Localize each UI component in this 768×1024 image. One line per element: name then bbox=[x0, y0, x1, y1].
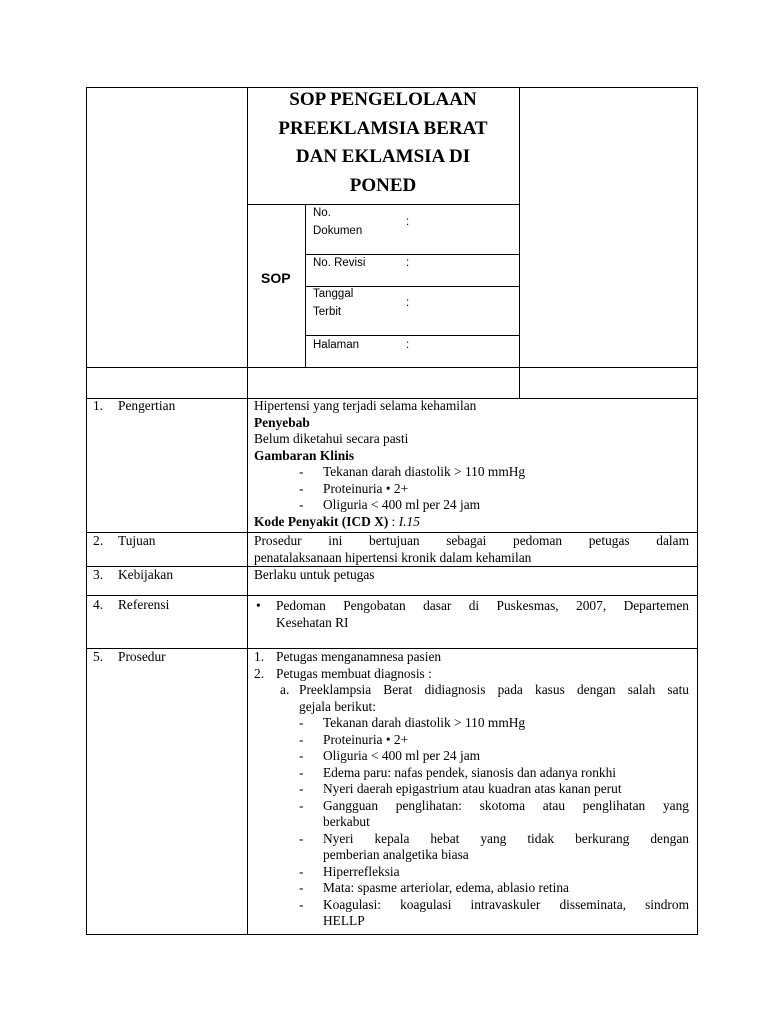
symptom-item: Nyeri kepala hebat yang tidak berkurang dengan bbox=[323, 830, 689, 846]
list-dash: - bbox=[299, 781, 304, 796]
table-border-bottom bbox=[86, 934, 697, 935]
symptom-item: Gangguan penglihatan: skotoma atau penglihatan yang bbox=[323, 797, 689, 813]
gambaran-item: Tekanan darah diastolik > 110 mmHg bbox=[323, 464, 526, 479]
section-number: 1. bbox=[93, 398, 104, 413]
section-label-referensi: Referensi bbox=[118, 597, 170, 612]
list-dash: - bbox=[299, 748, 304, 763]
sub-step-text-line1: Preeklampsia Berat didiagnosis pada kasus dengan salah satu bbox=[299, 682, 689, 697]
doc-number-sep: : bbox=[406, 216, 410, 228]
symptom-item: Nyeri daerah epigastrium atau kuadran atas kanan perut bbox=[323, 781, 622, 796]
sop-label: SOP bbox=[261, 270, 291, 286]
revision-label: No. Revisi bbox=[313, 257, 366, 269]
section-number: 3. bbox=[93, 567, 104, 582]
pengertian-text: Hipertensi yang terjadi selama kehamilan bbox=[254, 398, 477, 413]
section-label-kebijakan: Kebijakan bbox=[118, 567, 174, 582]
page-sep: : bbox=[406, 339, 410, 351]
section-number: 4. bbox=[93, 597, 104, 612]
list-dash: - bbox=[299, 480, 304, 496]
title-line: PONED bbox=[349, 174, 417, 196]
symptom-item: Oliguria < 400 ml per 24 jam bbox=[323, 748, 481, 763]
section-label-pengertian: Pengertian bbox=[118, 398, 176, 413]
list-dash: - bbox=[299, 731, 304, 747]
icd-code-sep: : bbox=[388, 513, 399, 529]
doc-number-label: No. Dokumen bbox=[313, 207, 363, 237]
symptom-item-continued: berkabut bbox=[323, 814, 370, 829]
gambaran-item: Proteinuria • 2+ bbox=[323, 480, 409, 496]
list-dash: - bbox=[299, 880, 304, 895]
issue-date-sep: : bbox=[406, 297, 410, 309]
symptom-item-continued: pemberian analgetika biasa bbox=[323, 847, 469, 862]
sub-step-text-line2: gejala berikut: bbox=[299, 698, 376, 714]
icd-code-value: I.15 bbox=[398, 513, 420, 529]
list-dash: - bbox=[299, 797, 304, 813]
list-dash: - bbox=[299, 863, 304, 879]
tujuan-text-line1: Prosedur ini bertujuan sebagai pedoman petugas dalam bbox=[254, 533, 689, 548]
table-border-left bbox=[86, 87, 87, 935]
icd-code-label: Kode Penyakit (ICD X) bbox=[254, 513, 389, 529]
gambaran-item: Oliguria < 400 ml per 24 jam bbox=[323, 497, 481, 512]
penyebab-text: Belum diketahui secara pasti bbox=[254, 431, 409, 446]
table-divider bbox=[247, 87, 248, 935]
list-dash: - bbox=[299, 896, 304, 912]
table-divider bbox=[86, 566, 697, 567]
bullet-icon: • bbox=[256, 598, 261, 613]
title-line: SOP PENGELOLAAN bbox=[289, 89, 477, 110]
prosedur-step: Petugas membuat diagnosis : bbox=[276, 665, 432, 681]
section-number: 2. bbox=[93, 533, 104, 548]
page-label: Halaman bbox=[313, 339, 360, 351]
referensi-text-line1: Pedoman Pengobatan dasar di Puskesmas, 2007, Departemen bbox=[276, 598, 689, 613]
symptom-item: Tekanan darah diastolik > 110 mmHg bbox=[323, 715, 526, 730]
list-dash: - bbox=[299, 830, 304, 846]
list-dash: - bbox=[299, 764, 304, 780]
symptom-item: Hiperrefleksia bbox=[323, 863, 400, 879]
sub-step-label: a. bbox=[280, 682, 290, 697]
step-number: 2. bbox=[254, 665, 265, 681]
section-label-tujuan: Tujuan bbox=[118, 533, 156, 548]
gambaran-heading: Gambaran Klinis bbox=[254, 447, 355, 463]
icd-code-line bbox=[254, 514, 420, 531]
symptom-item: Proteinuria • 2+ bbox=[323, 731, 409, 747]
revision-sep: : bbox=[406, 257, 410, 269]
issue-date-label: Tanggal Terbit bbox=[313, 288, 354, 318]
symptom-item: Edema paru: nafas pendek, sianosis dan adanya ronkhi bbox=[323, 764, 617, 780]
list-dash: - bbox=[299, 497, 304, 512]
penyebab-heading: Penyebab bbox=[254, 414, 310, 430]
symptom-item: Mata: spasme arteriolar, edema, ablasio retina bbox=[323, 880, 569, 895]
tujuan-text-line2: penatalaksanaan hipertensi kronik dalam kehamilan bbox=[254, 549, 532, 565]
prosedur-step: Petugas menganamnesa pasien bbox=[276, 649, 442, 664]
referensi-text-line2: Kesehatan RI bbox=[276, 614, 349, 630]
table-divider bbox=[305, 204, 306, 368]
table-divider bbox=[86, 595, 697, 596]
section-number: 5. bbox=[93, 649, 104, 664]
title-line: DAN EKLAMSIA DI bbox=[295, 146, 471, 167]
step-number: 1. bbox=[254, 649, 265, 664]
symptom-item-continued: HELLP bbox=[323, 913, 365, 928]
table-divider bbox=[519, 87, 520, 399]
document-title bbox=[248, 86, 518, 200]
kebijakan-text: Berlaku untuk petugas bbox=[254, 567, 375, 582]
title-line: PREEKLAMSIA BERAT bbox=[278, 117, 488, 139]
section-label-prosedur: Prosedur bbox=[118, 649, 166, 664]
list-dash: - bbox=[299, 715, 304, 730]
symptom-item: Koagulasi: koagulasi intravaskuler disseminata, sindrom bbox=[323, 896, 689, 912]
list-dash: - bbox=[299, 464, 304, 479]
table-divider bbox=[86, 367, 697, 368]
table-divider bbox=[247, 204, 519, 205]
table-border-right bbox=[697, 87, 698, 935]
